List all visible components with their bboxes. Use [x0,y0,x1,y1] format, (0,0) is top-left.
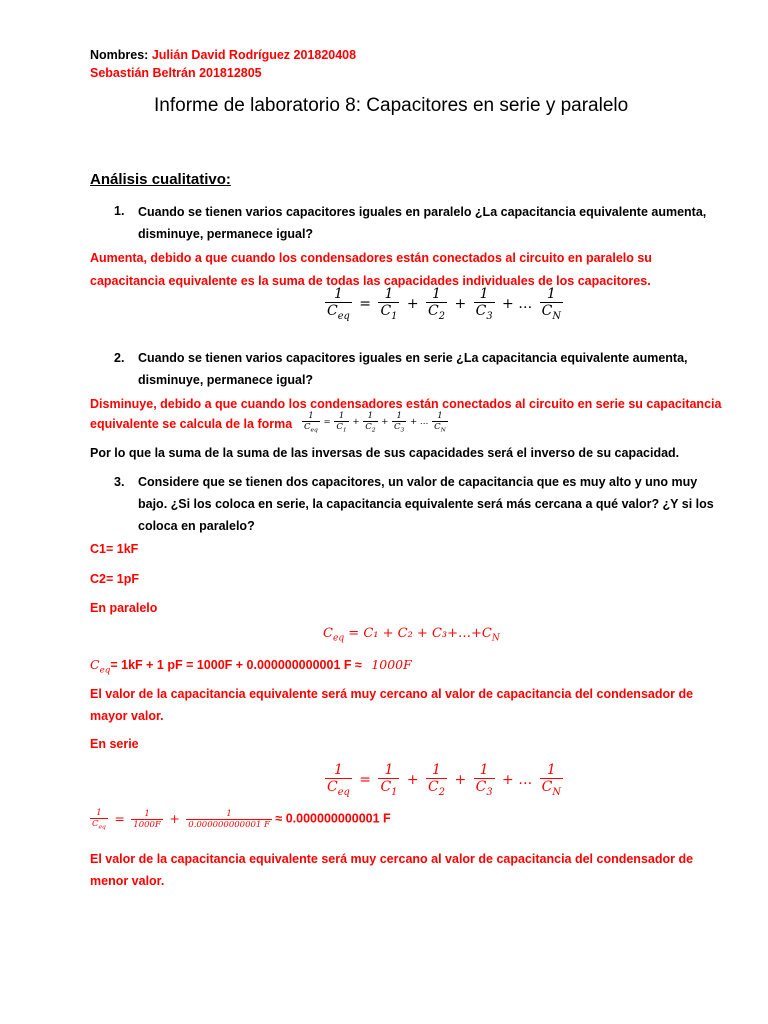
question-1-line-1: Cuando se tienen varios capacitores iguales en paralelo ¿La capacitancia equivalente aumenta, [138,205,707,219]
frac-den: C [327,779,338,795]
question-2-text [138,347,688,391]
frac-den: C [92,819,99,829]
parallel-rhs: = C₁ + C₂ + C₃+…+C [348,626,492,641]
frac-den: C [365,422,372,432]
frac-sub: 2 [438,786,445,798]
question-3-line-3: coloca en paralelo? [138,519,255,533]
frac-sub: 2 [438,310,445,322]
question-3-text [138,471,714,537]
answer-2-line-3: Por lo que la suma de la suma de las inversas de sus capacidades será el inverso de su capacidad. [90,446,680,460]
parallel-conclusion [90,683,693,727]
question-2-line-1: Cuando se tienen varios capacitores iguales en serie ¿La capacitancia equivalente aumenta, [138,351,688,365]
frac-sub: N [552,786,561,798]
frac-num: 1 [426,762,447,779]
parallel-lhs: C [323,626,333,641]
parallel-label: En paralelo [90,601,158,615]
plus-dots: + … [502,295,533,312]
frac-sub: 3 [486,786,493,798]
frac-den: C [394,422,401,432]
frac-num: 1 [325,286,352,303]
eq-sign: = [114,811,125,827]
plus-dots: + … [502,771,533,788]
ceq-symbol: C [90,657,100,672]
frac-sub: N [552,310,561,322]
series-conclusion-line-1: El valor de la capacitancia equivalente será muy cercano al valor de capacitancia del condensador de [90,852,694,866]
frac-sub: eq [337,786,350,798]
frac-den: C [475,303,487,319]
frac-num: 1 [474,762,495,779]
frac-den: C [327,303,338,319]
question-1-number: 1. [114,204,125,218]
ceq-symbol-sub: eq [99,665,111,676]
frac-num: 1 [540,286,563,303]
series-conclusion [90,848,693,892]
question-2-number: 2. [114,351,125,365]
frac-num: 1 [392,411,406,422]
author-1: Julián David Rodríguez 201820408 [151,48,357,62]
parallel-conclusion-line-2: mayor valor. [90,709,164,723]
frac-sub: 3 [400,426,405,434]
frac-num: 1 [131,809,163,820]
question-3-line-2: bajo. ¿Si los coloca en serie, la capacitancia equivalente será más cercana a qué valor? ¿Y si los [138,497,714,511]
frac-sub: eq [98,823,106,831]
ceq-calculation [90,657,412,679]
frac-num: 1 [334,411,348,422]
question-3-number: 3. [114,475,125,489]
frac-num: 1 [378,762,399,779]
series-calculation [90,808,391,831]
eq-sign: = [359,295,371,312]
series-label: En serie [90,737,139,751]
formula-parallel-sum [323,626,500,644]
eq-sign: = [323,417,331,428]
frac-num: 1 [474,286,495,303]
document-title: Informe de laboratorio 8: Capacitores en serie y paralelo [154,95,629,116]
plus-sign: + [406,771,419,788]
section-heading: Análisis cualitativo: [90,171,231,188]
frac-sub: eq [337,310,350,322]
frac-num: 1 [186,809,272,820]
frac-sub: 3 [486,310,493,322]
plus-sign: + [454,295,467,312]
question-1-text [138,201,706,245]
c1-value: C1= 1kF [90,542,139,556]
frac-den: C [380,779,392,795]
frac-num: 1 [432,411,448,422]
frac-den: C [541,303,553,319]
series-conclusion-line-2: menor valor. [90,874,165,888]
question-1-line-2: disminuye, permanece igual? [138,227,314,241]
answer-2-line-1: Disminuye, debido a que cuando los condensadores están conectados al circuito en serie su capacitancia [90,397,722,411]
ceq-calc-text: = 1kF + 1 pF = 1000F + 0.000000000001 F ≈ [110,658,362,672]
frac-den: C [380,303,392,319]
frac-num: 1 [378,286,399,303]
plus-sign: + [406,295,419,312]
c2-value: C2= 1pF [90,572,139,586]
plus-dots: + … [410,417,429,428]
frac-den: C [428,303,439,319]
frac-num: 1 [302,411,320,422]
frac-num: 1 [540,762,563,779]
parallel-conclusion-line-1: El valor de la capacitancia equivalente será muy cercano al valor de capacitancia del condensador de [90,687,694,701]
plus-sign: + [381,417,389,428]
formula-inverse-sum-2 [325,762,563,798]
authors-line-1 [90,47,356,63]
plus-sign: + [169,811,180,827]
frac-sub: 1 [391,786,398,798]
frac-den: 1000F [133,819,161,830]
plus-sign: + [454,771,467,788]
eq-sign: = [359,771,371,788]
question-2-line-2: disminuye, permanece igual? [138,373,314,387]
answer-2-line-2: equivalente se calcula de la forma [90,417,293,431]
formula-inverse-sum-inline [302,411,448,434]
author-2: Sebastián Beltrán 201812805 [90,66,262,80]
question-3-line-1: Considere que se tienen dos capacitores, un valor de capacitancia que es muy alto y uno muy [138,475,698,489]
ceq-calc-result: 1000F [371,657,412,672]
frac-den: C [434,422,441,432]
frac-num: 1 [90,808,108,819]
frac-num: 1 [426,286,447,303]
authors-label: Nombres: [90,48,152,62]
frac-sub: N [440,426,446,434]
answer-1-line-1: Aumenta, debido a que cuando los condensadores están conectados al circuito en paralelo su [90,251,652,265]
parallel-lhs-sub: eq [332,633,345,644]
frac-sub: 1 [342,426,347,434]
frac-den: 0.000000000001 F [188,819,270,830]
parallel-rhs-sub: N [491,633,500,644]
frac-den: C [428,779,439,795]
frac-num: 1 [325,762,352,779]
plus-sign: + [352,417,360,428]
frac-den: C [336,422,343,432]
frac-den: C [475,779,487,795]
frac-num: 1 [363,411,377,422]
frac-den: C [541,779,553,795]
answer-1-line-2: capacitancia equivalente es la suma de todas las capacidades individuales de los capacitores. [90,274,651,288]
frac-den: C [304,422,311,432]
frac-sub: 1 [391,310,398,322]
frac-sub: 2 [371,426,376,434]
series-calc-result: ≈ 0.000000000001 F [275,811,391,826]
formula-inverse-sum-1 [325,286,563,322]
frac-sub: eq [310,426,318,434]
